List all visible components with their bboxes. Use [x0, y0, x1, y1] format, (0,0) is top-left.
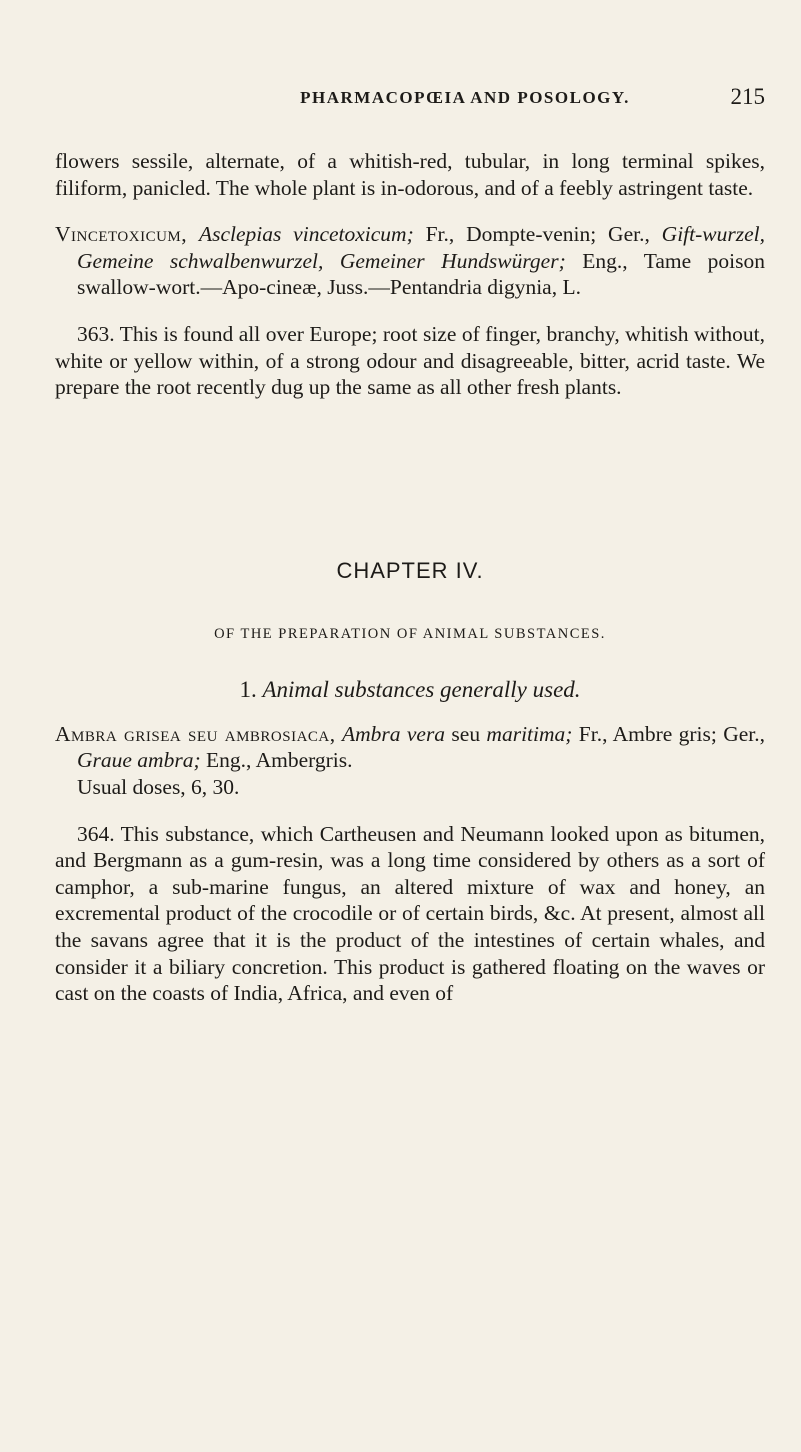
- running-title: PHARMACOPŒIA AND POSOLOGY.: [300, 88, 630, 107]
- vincetoxicum-entry: [55, 221, 765, 301]
- ambra-german: Graue ambra;: [77, 748, 201, 773]
- page-number: 215: [730, 84, 765, 109]
- ambra-latin-1: Ambra vera: [341, 721, 446, 746]
- ambra-entry: [55, 721, 765, 801]
- section-heading: [55, 677, 765, 703]
- continuation-paragraph: flowers sessile, alternate, of a whitish-red, tubular, in long terminal spikes, filiform, panicled. The whole plant is in-odorous, and of a feebly astringent taste.: [55, 149, 765, 200]
- entry-german: Gift-wurzel, Gemeine schwalbenwurzel, Gemeiner Hundswürger;: [77, 222, 765, 273]
- ambra-name: Ambra grisea seu ambrosiaca,: [55, 721, 336, 746]
- section-title: Animal substances generally used.: [262, 676, 581, 702]
- ambra-french: Fr., Ambre gris; Ger.,: [572, 721, 766, 746]
- chapter-subtitle: OF THE PREPARATION OF ANIMAL SUBSTANCES.: [214, 625, 606, 642]
- ambra-seu: seu: [445, 721, 487, 746]
- ambra-latin-2: maritima;: [486, 721, 573, 746]
- entry-french: Fr., Dompte-venin; Ger.,: [413, 222, 662, 247]
- entry-latin: Asclepias vincetoxicum;: [198, 222, 414, 247]
- chapter-heading: CHAPTER IV.: [336, 557, 484, 583]
- paragraph-364: 364. This substance, which Cartheusen and Neumann looked upon as bitumen, and Bergmann as a gum-resin, was a long time considered by others as a sort of camphor, a sub-marine fungus, an altered mixture of wax and honey, an excremental product of the crocodile or of certain birds, &c. At present, almost all the savans agree that it is the product of the intestines of certain whales, and consider it a biliary concretion. This product is gathered floating on the waves or cast on the coasts of India, Africa, and even of: [55, 821, 765, 1006]
- entry-english: Eng., Tame poison swallow-wort.—Apo-cineæ, Juss.—Pentandria digynia, L.: [77, 248, 765, 300]
- book-page: [55, 84, 766, 1007]
- ambra-doses: Usual doses, 6, 30.: [77, 774, 240, 799]
- entry-name: Vincetoxicum,: [55, 222, 188, 247]
- section-number: 1.: [239, 676, 263, 702]
- paragraph-363: 363. This is found all over Europe; root size of finger, branchy, whitish without, white or yellow within, of a strong odour and disagreeable, bitter, acrid taste. We prepare the root recently dug up the same as all other fresh plants.: [55, 321, 765, 400]
- running-header: [55, 84, 765, 118]
- ambra-english: Eng., Ambergris.: [200, 748, 353, 773]
